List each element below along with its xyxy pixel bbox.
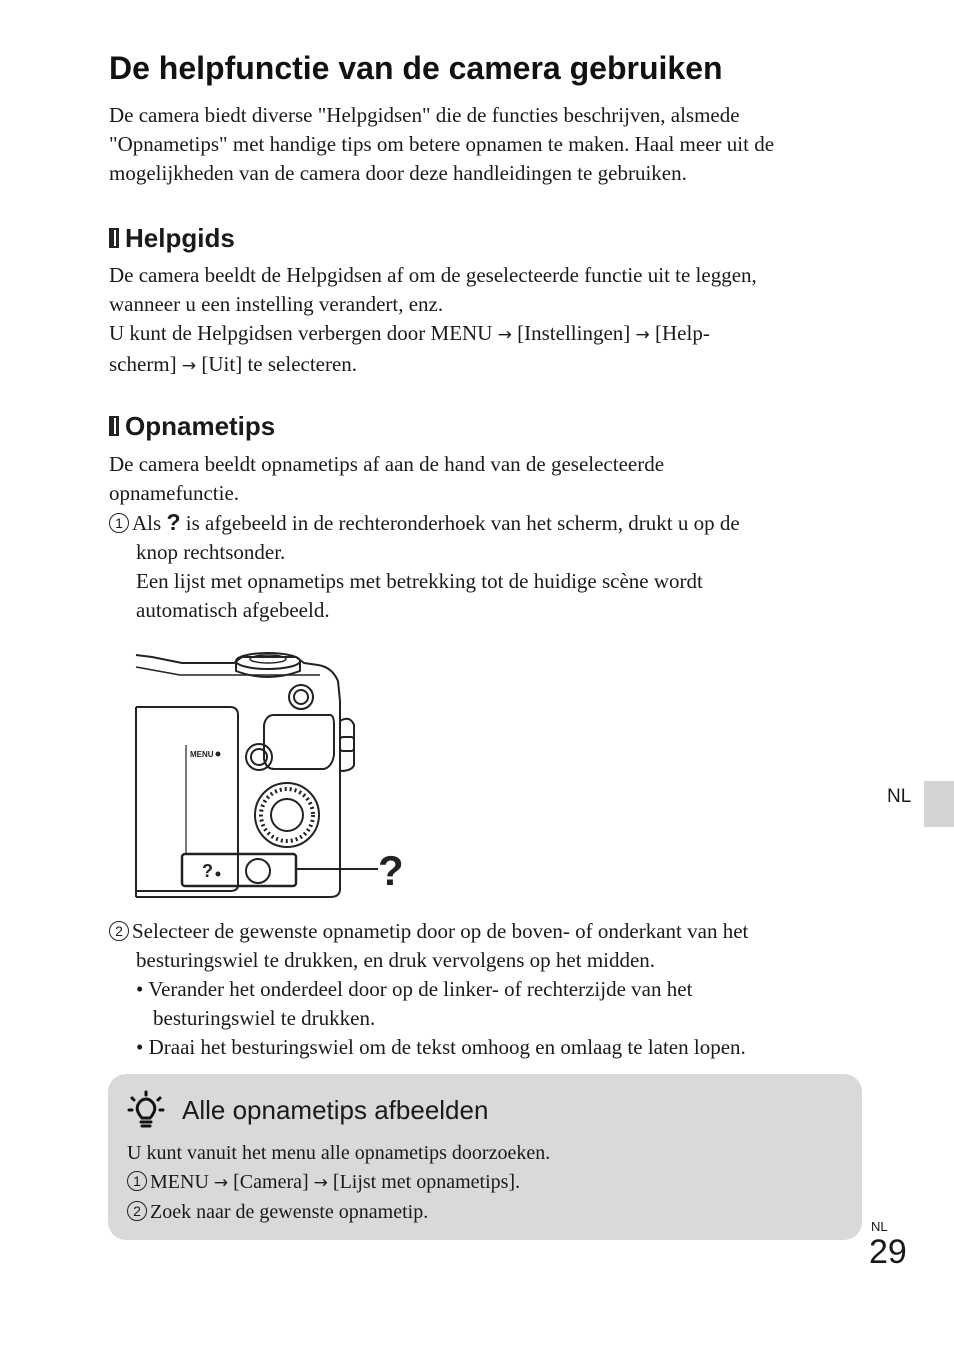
section-heading-opnametips	[109, 410, 275, 442]
text-run: MENU	[150, 1171, 209, 1193]
text-run: [Uit] te selecteren.	[201, 352, 358, 376]
text-run: scherm]	[109, 352, 177, 376]
step-2-continued: besturingswiel te drukken, en druk vervolgens op het midden.	[136, 948, 656, 972]
tip-paragraph	[127, 1139, 550, 1227]
section-marker-icon	[109, 228, 119, 248]
camera-back-illustration	[134, 645, 404, 903]
intro-line: De camera biedt diverse "Helpgidsen" die de functies beschrijven, alsmede	[109, 103, 740, 127]
step-1-continued: Een lijst met opnametips met betrekking tot de huidige scène wordt	[136, 569, 703, 593]
helpgids-line	[109, 319, 757, 350]
section-marker-icon	[109, 416, 119, 436]
lightbulb-icon	[126, 1090, 166, 1132]
section-heading-text: Opnametips	[125, 411, 276, 441]
step-number-badge: 1	[109, 513, 129, 533]
page-language: NL	[871, 1219, 888, 1234]
opnametips-line: De camera beeldt opnametips af aan de hand van de geselecteerde	[109, 452, 665, 476]
section-heading-helpgids	[109, 222, 235, 254]
step-2	[109, 917, 748, 946]
arrow-right-icon: →	[181, 356, 197, 376]
arrow-right-icon: →	[635, 325, 650, 345]
tip-step-1	[127, 1168, 550, 1198]
text-run: Als	[132, 511, 162, 535]
bullet-item-continued: besturingswiel te drukken.	[153, 1006, 376, 1030]
tip-step-2	[127, 1198, 550, 1227]
bullet-item: • Verander het onderdeel door op de linker- of rechterzijde van het	[136, 977, 693, 1001]
help-callout-icon: ?	[378, 847, 404, 894]
step-number-badge: 1	[127, 1171, 147, 1191]
text-run: [Instellingen]	[517, 321, 631, 345]
step-1	[109, 508, 740, 538]
help-button-label: ?	[202, 861, 213, 881]
text-run: [Help-	[655, 321, 710, 345]
text-run: [Lijst met opnametips].	[332, 1171, 521, 1193]
text-run: U kunt de Helpgidsen verbergen door MENU	[109, 321, 493, 345]
section-heading-text: Helpgids	[125, 223, 235, 253]
menu-label: MENU	[190, 750, 214, 759]
tip-line: U kunt vanuit het menu alle opnametips doorzoeken.	[127, 1142, 551, 1164]
text-run: Verander het onderdeel door op de linker- of rechterzijde van het	[148, 977, 693, 1001]
text-run: Zoek naar de gewenste opnametip.	[150, 1201, 429, 1223]
text-run: is afgebeeld in de rechteronderhoek van het scherm, drukt u op de	[185, 511, 740, 535]
helpgids-line	[109, 350, 757, 381]
opnametips-paragraph	[109, 450, 740, 625]
page-number: 29	[869, 1233, 907, 1271]
intro-paragraph	[109, 101, 774, 188]
arrow-right-icon: →	[497, 325, 512, 345]
step-2-paragraph	[109, 917, 748, 1062]
language-tab	[924, 781, 954, 827]
helpgids-line: wanneer u een instelling verandert, enz.	[109, 292, 444, 316]
page-title: De helpfunctie van de camera gebruiken	[109, 50, 723, 86]
step-1-continued: automatisch afgebeeld.	[136, 598, 330, 622]
opnametips-line: opnamefunctie.	[109, 481, 240, 505]
arrow-right-icon: →	[213, 1173, 229, 1193]
helpgids-line: De camera beeldt de Helpgidsen af om de geselecteerde functie uit te leggen,	[109, 263, 757, 287]
step-number-badge: 2	[109, 921, 129, 941]
text-run: Selecteer de gewenste opnametip door op de boven- of onderkant van het	[132, 919, 749, 943]
bullet-item: • Draai het besturingswiel om de tekst omhoog en omlaag te laten lopen.	[136, 1035, 746, 1059]
helpgids-paragraph	[109, 261, 757, 381]
text-run: Draai het besturingswiel om de tekst omhoog en omlaag te laten lopen.	[148, 1035, 746, 1059]
help-question-icon: ?	[166, 509, 181, 535]
language-tab-label: NL	[887, 786, 912, 807]
tip-title: Alle opnametips afbeelden	[182, 1095, 489, 1125]
arrow-right-icon: →	[313, 1173, 328, 1193]
intro-line: mogelijkheden van de camera door deze handleidingen te gebruiken.	[109, 161, 687, 185]
step-1-continued: knop rechtsonder.	[136, 540, 286, 564]
intro-line: "Opnametips" met handige tips om betere opnamen te maken. Haal meer uit de	[109, 132, 775, 156]
step-number-badge: 2	[127, 1201, 147, 1221]
text-run: [Camera]	[233, 1171, 309, 1193]
